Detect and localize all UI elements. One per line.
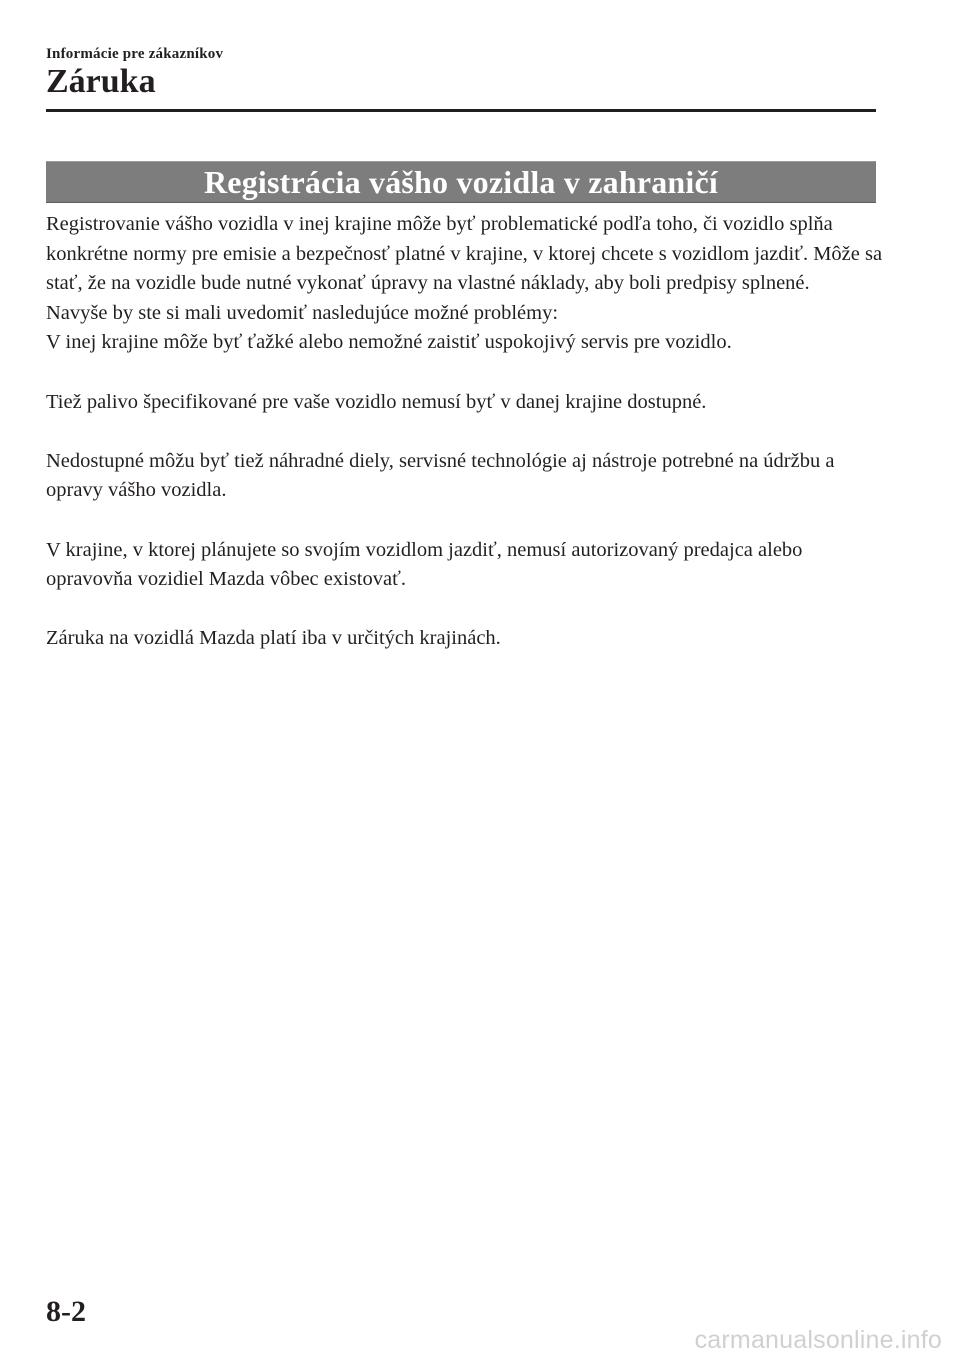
paragraph-registration: Registrovanie vášho vozidla v inej krajine môže byť problematické podľa toho, či vozidlo splňa konkrétne normy pre emisie a bezpečnosť platné v krajine, v ktorej chcete s vozidlom jazdiť. Môže sa stať, že na vozidle bude nutné vykonať úpravy na vlastné náklady, aby boli predpisy splnené. <box>46 213 883 295</box>
paragraph-dealer: V krajine, v ktorej plánujete so svojím vozidlom jazdiť, nemusí autorizovaný predajca alebo opravovňa vozidiel Mazda vôbec existovať. <box>46 538 803 591</box>
banner-title: Registrácia vášho vozidla v zahraničí <box>203 164 719 200</box>
watermark-text: carmanualsonline.info <box>694 1326 942 1354</box>
chapter-title: Záruka <box>46 63 156 100</box>
page-number: 8-2 <box>46 1295 86 1328</box>
paragraph-warranty: Záruka na vozidlá Mazda platí iba v určitých krajinách. <box>46 627 501 650</box>
paragraph-service: V inej krajine môže byť ťažké alebo nemožné zaistiť uspokojivý servis pre vozidlo. <box>46 331 732 354</box>
body-text <box>46 210 886 654</box>
title-underline <box>46 109 876 112</box>
section-banner <box>46 161 876 203</box>
paragraph-problems-intro: Navyše by ste si mali uvedomiť nasledujúce možné problémy: <box>46 301 559 324</box>
paragraph-fuel: Tiež palivo špecifikované pre vaše vozidlo nemusí byť v danej krajine dostupné. <box>46 390 707 413</box>
section-label: Informácie pre zákazníkov <box>46 46 224 62</box>
paragraph-parts: Nedostupné môžu byť tiež náhradné diely, servisné technológie aj nástroje potrebné na údržbu a opravy vášho vozidla. <box>46 449 835 502</box>
